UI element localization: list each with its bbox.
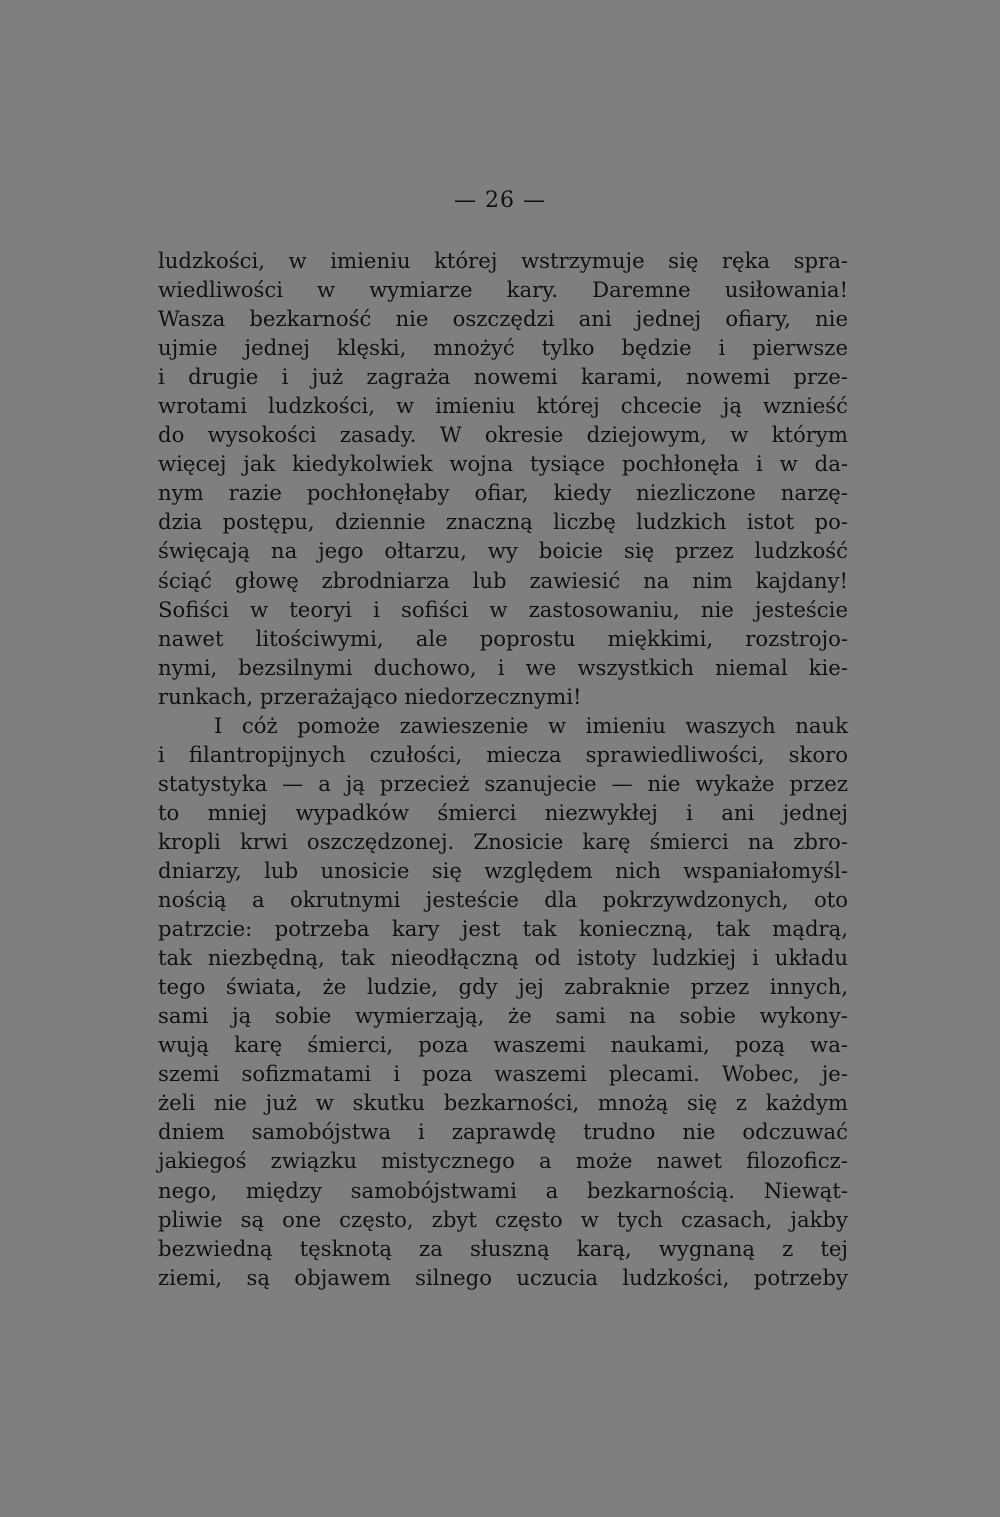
text-line: święcają na jego ołtarzu, wy boicie się przez ludzkość [158,538,848,564]
text-line: nego, między samobójstwami a bezkarnością. Niewąt- [158,1177,848,1203]
text-line: dniem samobójstwa i zaprawdę trudno nie odczuwać [158,1119,848,1145]
text-line: wiedliwości w wymiarze kary. Daremne usiłowania! [158,277,848,303]
page-number: — 26 — [454,188,546,213]
text-line: bezwiedną tęsknotą za słuszną karą, wygnaną z tej [158,1235,848,1261]
text-line: nością a okrutnymi jesteście dla pokrzywdzonych, oto [158,887,848,913]
text-line: Sofiści w teoryi i sofiści w zastosowaniu, nie jesteście [158,596,848,622]
text-line: nym razie pochłonęłaby ofiar, kiedy niezliczone narzę- [158,480,848,506]
text-line: wrotami ludzkości, w imieniu której chcecie ją wznieść [158,393,848,419]
text-line: tak niezbędną, tak nieodłączną od istoty ludzkiej i układu [158,945,848,971]
text-line: runkach, przerażająco niedorzecznymi! [158,683,582,709]
text-line: do wysokości zasady. W okresie dziejowym, w którym [158,422,848,448]
text-line: I cóż pomoże zawieszenie w imieniu waszych nauk [214,712,848,738]
text-line: żeli nie już w skutku bezkarności, mnożą się z każdym [158,1090,848,1116]
text-line: dzia postępu, dziennie znaczną liczbę ludzkich istot po- [158,509,848,535]
text-line: szemi sofizmatami i poza waszemi plecami. Wobec, je- [158,1061,848,1087]
text-line: ludzkości, w imieniu której wstrzymuje się ręka spra- [158,248,848,273]
text-line: tego świata, że ludzie, gdy jej zabraknie przez innych, [158,974,848,1000]
text-line: kropli krwi oszczędzonej. Znosicie karę śmierci na zbro- [158,828,848,854]
text-line: wują karę śmierci, poza waszemi naukami, pozą wa- [158,1032,848,1058]
text-line: ziemi, są objawem silnego uczucia ludzkości, potrzeby [158,1264,848,1290]
text-line: sami ją sobie wymierzają, że sami na sobie wykony- [158,1003,848,1029]
text-line: patrzcie: potrzeba kary jest tak konieczną, tak mądrą, [158,916,848,942]
body-text [158,246,848,1292]
text-line: Wasza bezkarność nie oszczędzi ani jednej ofiary, nie [158,306,848,332]
text-line: pliwie są one często, zbyt często w tych czasach, jakby [158,1206,848,1232]
text-line: ściąć głowę zbrodniarza lub zawiesić na nim kajdany! [158,567,848,593]
text-line: nymi, bezsilnymi duchowo, i we wszystkich niemal kie- [158,654,848,680]
text-line: statystyka — a ją przecież szanujecie — nie wykaże przez [158,770,848,796]
text-line: i filantropijnych czułości, miecza sprawiedliwości, skoro [158,741,848,767]
text-line: więcej jak kiedykolwiek wojna tysiące pochłonęła i w da- [158,451,848,477]
text-line: jakiegoś związku mistycznego a może nawet filozoficz- [158,1148,848,1174]
text-line: i drugie i już zagraża nowemi karami, nowemi prze- [158,364,848,390]
text-line: nawet litościwymi, ale poprostu miękkimi, rozstrojo- [158,625,848,651]
text-line: to mniej wypadków śmierci niezwykłej i ani jednej [158,799,848,825]
text-line: ujmie jednej klęski, mnożyć tylko będzie i pierwsze [158,335,848,361]
text-line: dniarzy, lub unosicie się względem nich wspaniałomyśl- [158,857,848,883]
